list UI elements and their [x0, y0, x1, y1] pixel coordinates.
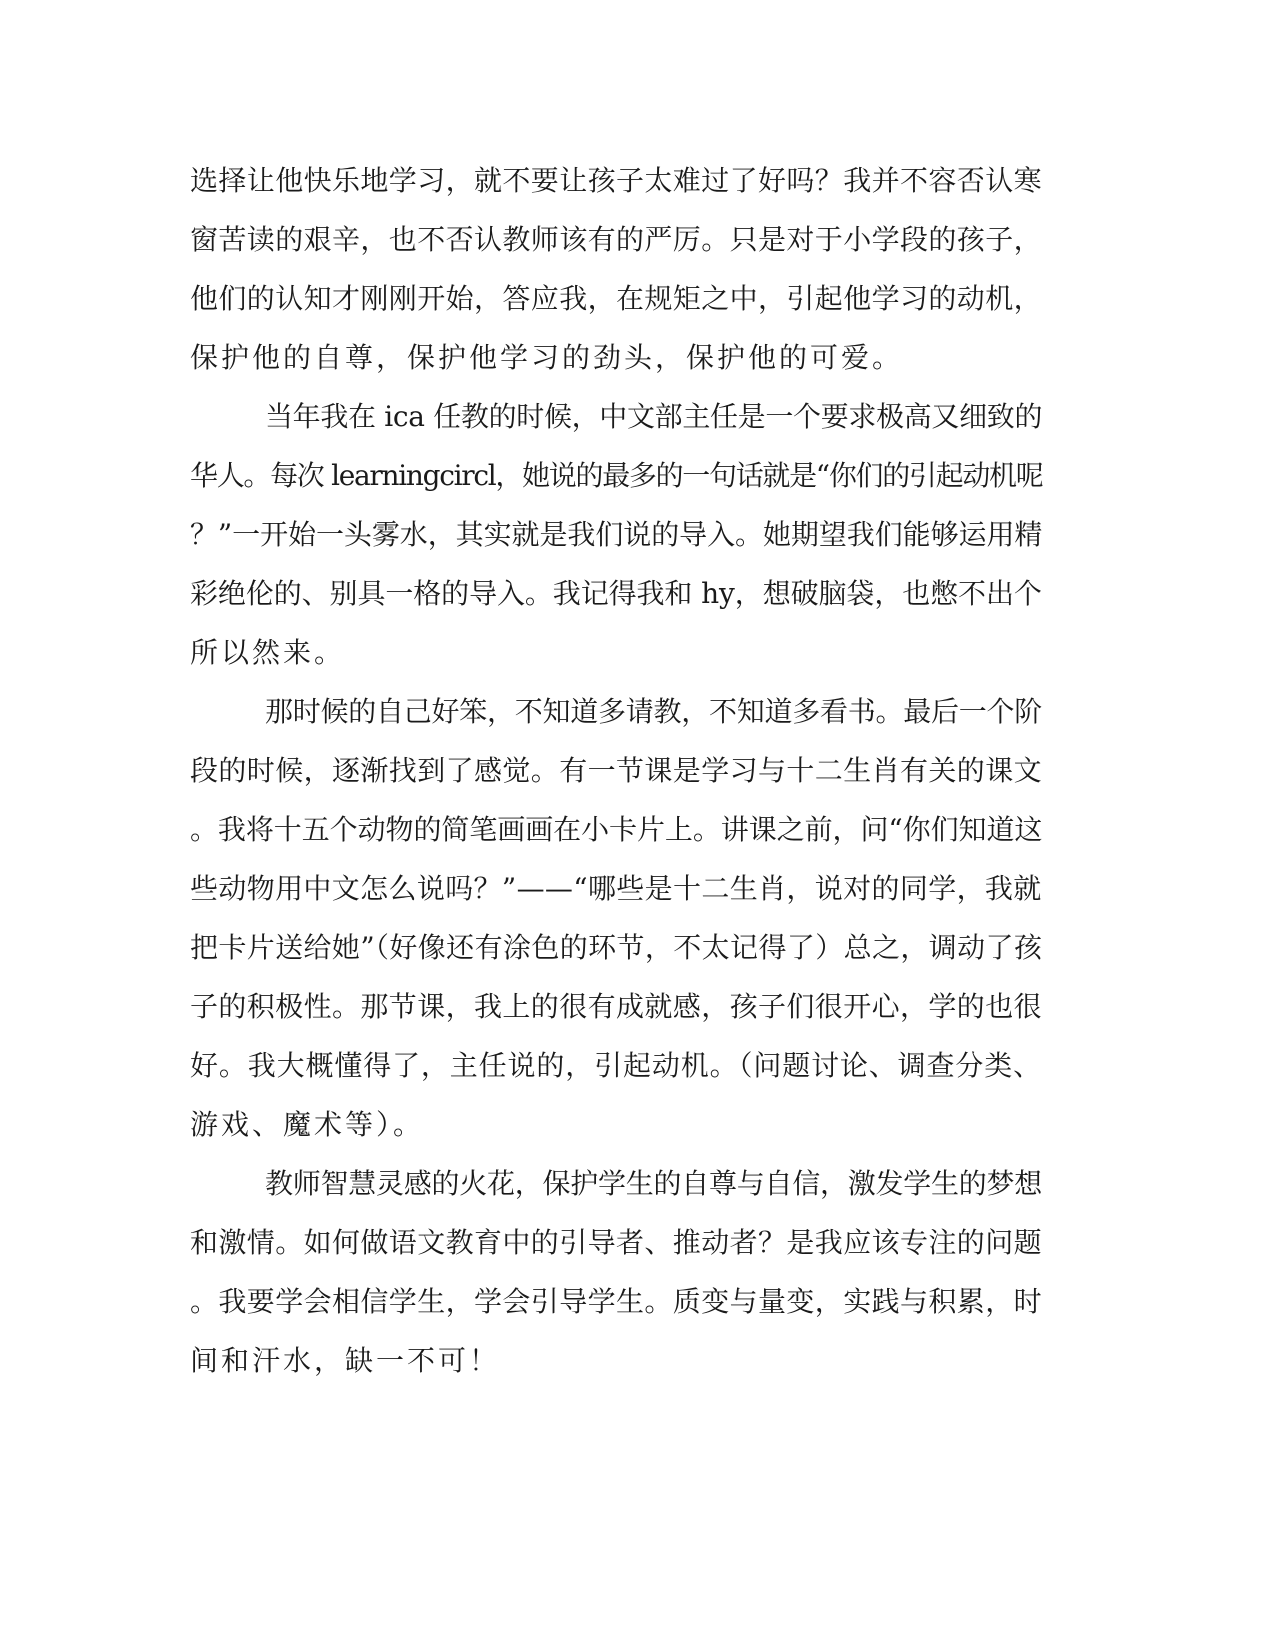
text-line: 华人。每次 learningcircl，她说的最多的一句话就是“你们的引起动机呢	[190, 459, 1043, 492]
text-line: 所以然来。	[190, 636, 346, 669]
text-line: 些动物用中文怎么说吗？”——“哪些是十二生肖，说对的同学，我就	[190, 872, 1042, 905]
paragraph-first-line: 教师智慧灵感的火花，保护学生的自尊与自信，激发学生的梦想	[265, 1167, 1043, 1200]
text-line: 和激情。如何做语文教育中的引导者、推动者？是我应该专注的问题	[190, 1226, 1043, 1259]
text-line: 间和汗水，缺一不可！	[190, 1344, 501, 1377]
text-line: 他们的认知才刚刚开始，答应我，在规矩之中，引起他学习的动机，	[190, 282, 1043, 315]
text-line: 把卡片送给她”（好像还有涂色的环节，不太记得了）总之，调动了孩	[190, 931, 1043, 964]
text-line: 选择让他快乐地学习，就不要让孩子太难过了好吗？我并不容否认寒	[190, 164, 1043, 197]
paragraph-first-line: 当年我在 ica 任教的时候，中文部主任是一个要求极高又细致的	[265, 400, 1043, 433]
text-line: 段的时候，逐渐找到了感觉。有一节课是学习与十二生肖有关的课文	[190, 754, 1043, 787]
text-line: 窗苦读的艰辛，也不否认教师该有的严厉。只是对于小学段的孩子，	[190, 223, 1043, 256]
text-line: 好。我大概懂得了，主任说的，引起动机。（问题讨论、调查分类、	[190, 1049, 1043, 1082]
text-line: ？”一开始一头雾水，其实就是我们说的导入。她期望我们能够运用精	[190, 518, 1043, 551]
paragraph-first-line: 那时候的自己好笨，不知道多请教，不知道多看书。最后一个阶	[265, 695, 1043, 728]
text-line: 彩绝伦的、别具一格的导入。我记得我和 hy，想破脑袋，也憋不出个	[190, 577, 1042, 610]
text-line: 保护他的自尊，保护他学习的劲头，保护他的可爱。	[190, 341, 904, 374]
text-line: 。我将十五个动物的简笔画画在小卡片上。讲课之前，问“你们知道这	[190, 813, 1043, 846]
text-line: 。我要学会相信学生，学会引导学生。质变与量变，实践与积累，时	[190, 1285, 1043, 1318]
text-line: 游戏、魔术等）。	[190, 1108, 425, 1141]
text-line: 子的积极性。那节课，我上的很有成就感，孩子们很开心，学的也很	[190, 990, 1043, 1023]
